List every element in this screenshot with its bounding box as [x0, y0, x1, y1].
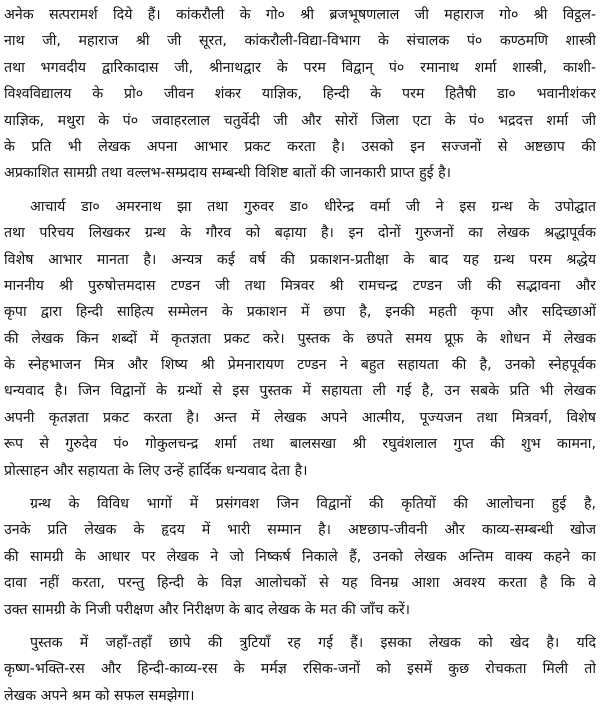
paragraph-gap [4, 623, 596, 630]
text-line: आचार्य डा० अमरनाथ झा तथा गुरुवर डा० धीरेन्द्र वर्मा जी ने इस ग्रन्थ के उपोद्घात [30, 198, 596, 215]
text-line: अनेक सत्परामर्श दिये हैं। कांकरौली के गो० श्री ब्रजभूषणलाल जी महाराज गो० श्री विट्ठल- [4, 7, 596, 23]
text-line: याज्ञिक, मथुरा के पं० जवाहरलाल चतुर्वेदी जी और सोरों जिला एटा के पं० भद्रदत्त शर्मा जी [4, 112, 596, 129]
text-line: तथा परिचय लिखकर ग्रन्थ के गौरव को बढ़ाया है। इन दोनों गुरुजनों का लेखक श्रद्धापूर्वक [4, 225, 596, 242]
text-line: तथा भगवदीय द्वारिकादास जी, श्रीनाथद्वार के परम विद्वान् पं० रमानाथ शर्मा शास्त्री, काशी- [4, 59, 596, 76]
text-line: प्रोत्साहन और सहायता के लिए उन्हें हार्दिक धन्यवाद देता है। [4, 462, 308, 479]
paragraph-acknowledgements-2 [4, 194, 596, 484]
text-line: के स्नेहभाजन मित्र और शिष्य श्री प्रेमनारायण टण्डन ने बहुत सहायता की है, उनको स्नेहपूर्वक [4, 357, 596, 374]
text-line: माननीय श्री पुरुषोत्तमदास टण्डन जी तथा मित्रवर श्री रामचन्द्र टण्डन जी की सद्भावना और [4, 277, 596, 294]
paragraph-acknowledgements-1 [4, 2, 596, 187]
text-line: कृष्ण-भक्ति-रस और हिन्दी-काव्य-रस के मर्मज्ञ रसिक-जनों को इसमें कुछ रोचकता मिली तो [4, 661, 596, 678]
paragraph-critics [4, 491, 596, 623]
paragraph-gap [4, 484, 596, 491]
text-line: उक्त सामग्री के निजी परीक्षण और निरीक्षण के बाद लेखक के मत की जाँच करें। [4, 601, 411, 618]
text-line: धन्यवाद है। जिन विद्वानों के ग्रन्थों से इस पुस्तक में सहायता ली गई है, उन सबके प्रति भी लेखक [4, 383, 596, 400]
paragraph-errata [4, 630, 596, 709]
text-line: रूप से गुरुदेव पं० गोकुलचन्द्र शर्मा तथा बालसखा श्री रघुवंशलाल गुप्त की शुभ कामना, [4, 436, 596, 453]
text-line: अप्रकाशित सामग्री तथा वल्लभ-सम्प्रदाय सम्बन्धी विशिष्ट बातों की जानकारी प्राप्त हुई है। [4, 165, 452, 182]
document-page [4, 2, 596, 718]
text-line: पुस्तक में जहाँ-तहाँ छापे की त्रुटियाँ रह गई हैं। इसका लेखक को खेद है। यदि [30, 634, 596, 651]
text-line: उनके प्रति लेखक के हृदय में भारी सम्मान है। अष्टछाप-जीवनी और काव्य-सम्बन्धी खोज [4, 522, 596, 539]
text-line: की सामग्री के आधार पर लेखक ने जो निष्कर्ष निकाले हैं, उनको लेखक अन्तिम वाक्य कहने का [4, 548, 596, 565]
text-line: ग्रन्थ के विविध भागों में प्रसंगवश जिन विद्वानों की कृतियों की आलोचना हुई है, [30, 496, 596, 513]
text-line: विशेष आभार मानता है। अन्यत्र कई वर्ष की प्रकाशन-प्रतीक्षा के बाद यह ग्रन्थ परम श्रद्धेय [4, 251, 596, 268]
text-line: अपनी कृतज्ञता प्रकट करता है। अन्त में लेखक अपने आत्मीय, पूज्यजन तथा मित्रवर्ग, विशेष [4, 409, 596, 426]
paragraph-gap [4, 187, 596, 194]
text-line: नाथ जी, महाराज श्री जी सूरत, कांकरौली-विद्या-विभाग के संचालक पं० कण्ठमणि शास्त्री [4, 33, 596, 50]
text-line: विश्वविद्यालय के प्रो० जीवन शंकर याज्ञिक, हिन्दी के परम हितैषी डा० भवानीशंकर [4, 86, 596, 103]
text-line: दावा नहीं करता, परन्तु हिन्दी के विज्ञ आलोचकों से यह विनम्र आशा अवश्य करता है कि वे [4, 575, 596, 592]
text-line: कृपा द्वारा हिन्दी साहित्य सम्मेलन के प्रकाशन में छपा है, इनकी महती कृपा और सदिच्छाओं [4, 304, 596, 321]
text-line: के प्रति भी लेखक अपना आभार प्रकट करता है। उसको इन सज्जनों से अष्टछाप की [4, 138, 596, 155]
text-line: की लेखक किन शब्दों में कृतज्ञता प्रकट करे। पुस्तक के छपते समय प्रूफ़ के शोधन में लेखक [4, 330, 596, 347]
text-line: लेखक अपने श्रम को सफल समझेगा। [4, 687, 195, 704]
